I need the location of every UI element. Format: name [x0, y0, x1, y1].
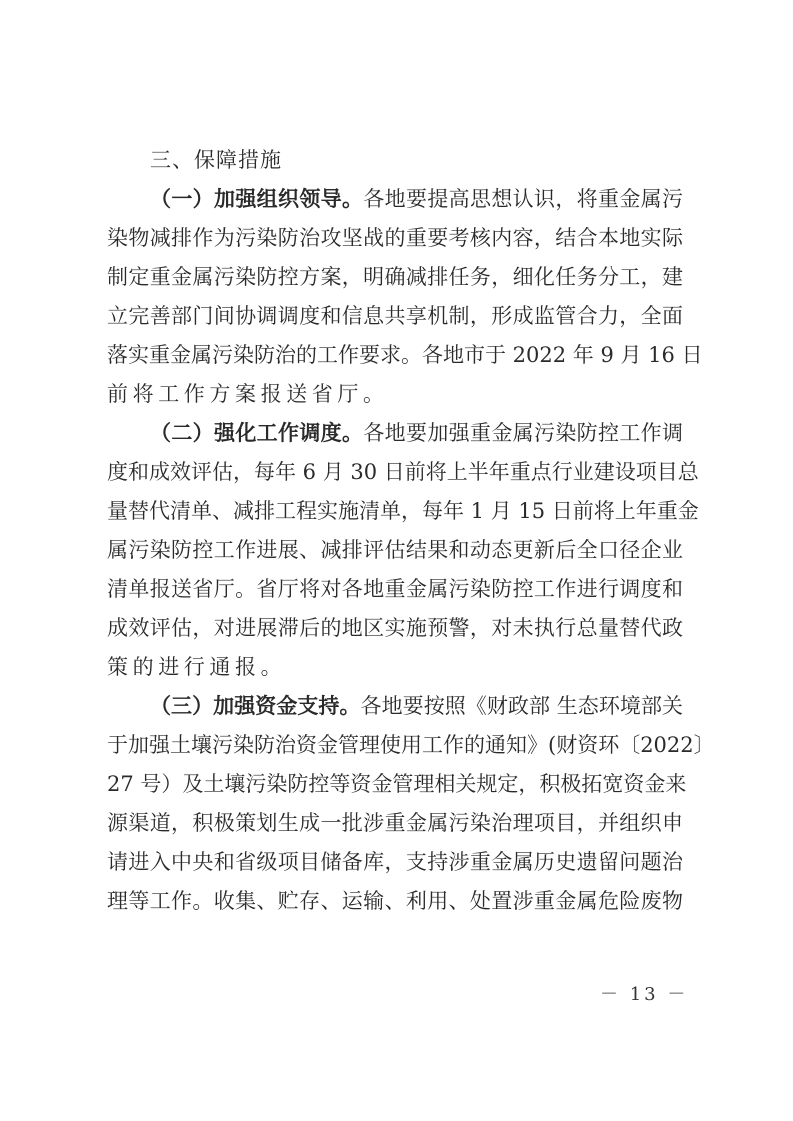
page-number: － 13 －	[600, 984, 689, 1005]
paragraph-3-line-6: 理等工作。收集、贮存、运输、利用、处置涉重金属危险废物	[107, 889, 683, 913]
paragraph-1-line-2: 染物减排作为污染防治攻坚战的重要考核内容，结合本地实际	[107, 226, 683, 250]
section-heading: 三、保障措施	[150, 148, 282, 172]
paragraph-1-line-1	[150, 180, 683, 219]
paragraph-1-line-6: 前将工作方案报送省厅。	[107, 382, 389, 406]
paragraph-3-line-3: 27 号）及土壤污染防控等资金管理相关规定，积极拓宽资金来	[107, 772, 687, 796]
paragraph-2-text: 各地要加强重金属污染防控工作调	[363, 421, 684, 445]
paragraph-3-text: 各地要按照《财政部 生态环境部关	[360, 694, 683, 718]
paragraph-1-line-5: 落实重金属污染防治的工作要求。各地市于 2022 年 9 月 16 日	[107, 343, 703, 367]
paragraph-2-line-7: 策的进行通报。	[107, 655, 287, 679]
paragraph-1-title: （一）加强组织领导。	[150, 187, 364, 211]
paragraph-2-title: （二）强化工作调度。	[150, 421, 364, 445]
paragraph-1-line-3: 制定重金属污染防控方案，明确减排任务，细化任务分工，建	[107, 265, 683, 289]
paragraph-2-line-3: 量替代清单、减排工程实施清单，每年 1 月 15 日前将上年重金	[107, 499, 699, 523]
paragraph-2-line-5: 清单报送省厅。省厅将对各地重金属污染防控工作进行调度和	[107, 577, 683, 601]
paragraph-3-line-4: 源渠道，积极策划生成一批涉重金属污染治理项目，并组织申	[107, 811, 683, 835]
paragraph-3-line-5: 请进入中央和省级项目储备库，支持涉重金属历史遗留问题治	[107, 850, 683, 874]
paragraph-2-line-4: 属污染防控工作进展、减排评估结果和动态更新后全口径企业	[107, 538, 683, 562]
paragraph-3-line-2: 于加强土壤污染防治资金管理使用工作的通知》(财资环〔2022〕	[107, 733, 715, 757]
paragraph-1-line-4: 立完善部门间协调调度和信息共享机制，形成监管合力，全面	[107, 304, 683, 328]
paragraph-2-line-6: 成效评估，对进展滞后的地区实施预警，对未执行总量替代政	[107, 616, 683, 640]
paragraph-3-title: （三）加强资金支持。	[150, 694, 361, 718]
paragraph-2-line-1	[150, 414, 683, 453]
paragraph-1-text: 各地要提高思想认识，将重金属污	[363, 187, 684, 211]
paragraph-2-line-2: 度和成效评估，每年 6 月 30 日前将上半年重点行业建设项目总	[107, 460, 699, 484]
paragraph-3-line-1	[150, 687, 683, 726]
